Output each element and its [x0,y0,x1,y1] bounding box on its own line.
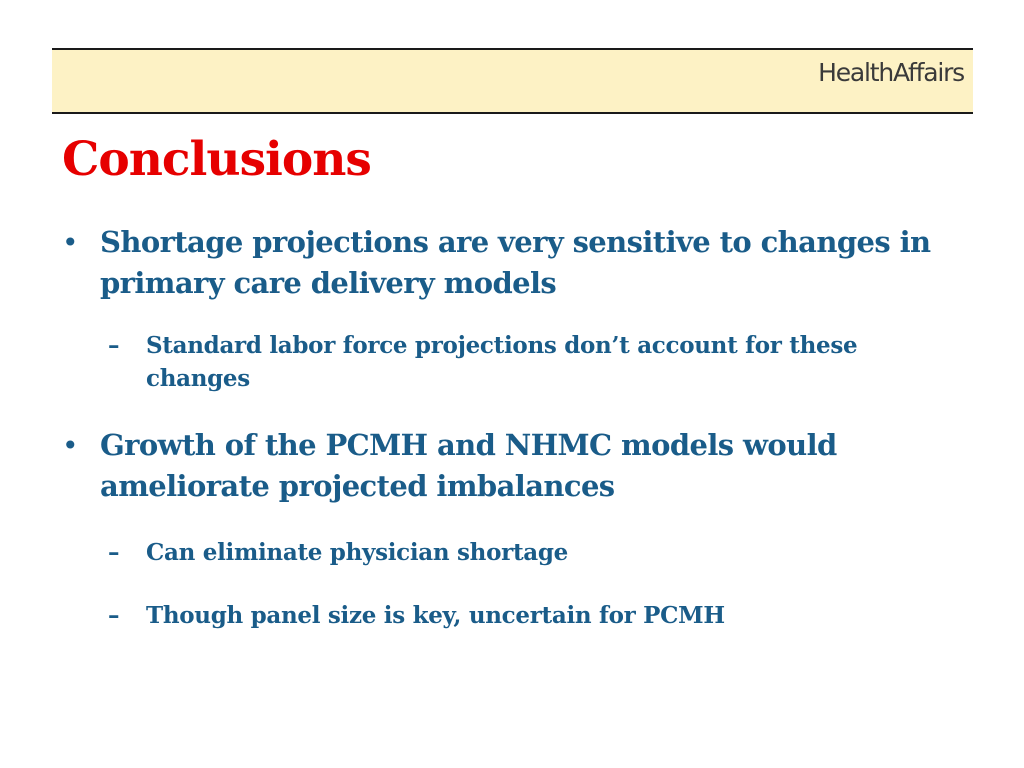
bullet-dot-icon: • [62,429,78,462]
bullet-list [62,222,962,632]
bullet-text: Growth of the PCMH and NHMC models would ameliorate projected imbalances [100,428,837,503]
sub-bullet-item [62,329,962,395]
header-band [52,48,973,114]
sub-bullet-text: Though panel size is key, uncertain for PCMH [146,602,725,629]
dash-icon: – [108,332,120,359]
sub-bullet-text: Can eliminate physician shortage [146,539,569,566]
dash-icon: – [108,539,120,566]
sub-bullet-item [62,599,962,632]
sub-bullet-text: Standard labor force projections don’t account for these changes [146,332,858,392]
slide-title: Conclusions [62,132,371,187]
bullet-item [62,425,962,507]
bullet-text: Shortage projections are very sensitive to changes in primary care delivery models [100,225,931,300]
bullet-dot-icon: • [62,226,78,259]
dash-icon: – [108,602,120,629]
health-affairs-logo: HealthAffairs [818,58,964,87]
bullet-item [62,222,962,304]
sub-bullet-item [62,536,962,569]
